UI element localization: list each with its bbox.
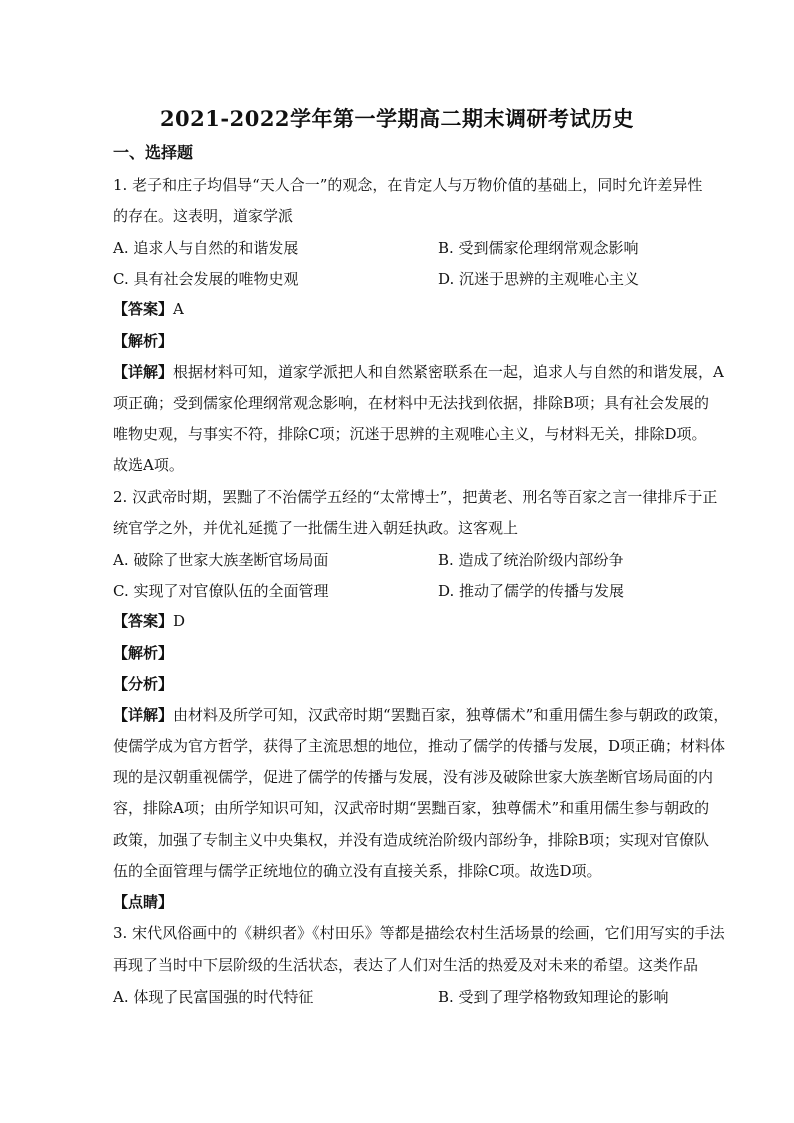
q2-detail-line5: 政策，加强了专制主义中央集权，并没有造成统治阶级内部纷争，排除B项；实现对官僚队: [113, 831, 710, 849]
detail-text: 由材料及所学可知，汉武帝时期“罢黜百家，独尊儒术”和重用儒生参与朝政的政策，: [173, 706, 729, 724]
q1-option-d: D. 沉迷于思辨的主观唯心主义: [438, 270, 640, 288]
q2-dianjing-tag: 【点睛】: [113, 893, 174, 911]
q2-option-a: A. 破除了世家大族垄断官场局面: [113, 551, 329, 569]
q2-stem-line2: 统官学之外，并优礼延揽了一批儒生进入朝廷执政。这客观上: [113, 519, 519, 537]
answer-value: D: [173, 612, 186, 630]
section-heading: 一、选择题: [113, 143, 194, 162]
q3-stem-line2: 再现了当时中下层阶级的生活状态，表达了人们对生活的热爱及对未来的希望。这类作品: [113, 956, 699, 974]
q2-detail-line2: 使儒学成为官方哲学，获得了主流思想的地位，推动了儒学的传播与发展，D项正确；材料体: [113, 737, 726, 755]
answer-tag: 【答案】: [113, 612, 174, 630]
q1-stem-line2: 的存在。这表明，道家学派: [113, 207, 294, 225]
detail-tag: 【详解】: [113, 706, 174, 724]
q3-option-a: A. 体现了民富国强的时代特征: [113, 988, 314, 1006]
q1-option-c: C. 具有社会发展的唯物史观: [113, 270, 299, 288]
answer-value: A: [173, 300, 184, 318]
q1-detail-line1: [113, 362, 724, 382]
detail-text: 根据材料可知，道家学派把人和自然紧密联系在一起，追求人与自然的和谐发展，A: [173, 363, 724, 381]
q3-option-b: B. 受到了理学格物致知理论的影响: [438, 988, 669, 1006]
q1-detail-line3: 唯物史观，与事实不符，排除C项；沉迷于思辨的主观唯心主义，与材料无关，排除D项。: [113, 425, 707, 443]
q2-answer: [113, 611, 185, 631]
q1-option-b: B. 受到儒家伦理纲常观念影响: [438, 239, 639, 257]
q2-option-b: B. 造成了统治阶级内部纷争: [438, 551, 624, 569]
q2-option-d: D. 推动了儒学的传播与发展: [438, 582, 625, 600]
q2-option-c: C. 实现了对官僚队伍的全面管理: [113, 582, 329, 600]
q2-stem-line1: 2. 汉武帝时期，罢黜了不治儒学五经的“太常博士”，把黄老、刑名等百家之言一律排斥于正: [113, 488, 718, 506]
page-title: 2021-2022学年第一学期高二期末调研考试历史: [159, 106, 635, 131]
q2-detail-line4: 容，排除A项；由所学知识可知，汉武帝时期“罢黜百家，独尊儒术”和重用儒生参与朝政的: [113, 799, 710, 817]
q2-detail-line1: [113, 705, 729, 725]
q2-detail-line3: 现的是汉朝重视儒学，促进了儒学的传播与发展，没有涉及破除世家大族垄断官场局面的内: [113, 768, 714, 786]
answer-tag: 【答案】: [113, 300, 174, 318]
q2-detail-line6: 伍的全面管理与儒学正统地位的确立没有直接关系，排除C项。故选D项。: [113, 862, 602, 880]
q1-answer: [113, 299, 184, 319]
q1-option-a: A. 追求人与自然的和谐发展: [113, 239, 299, 257]
q1-stem-line1: 1. 老子和庄子均倡导“天人合一”的观念，在肯定人与万物价值的基础上，同时允许差异性: [113, 176, 703, 194]
q2-fenxi-tag: 【分析】: [113, 675, 174, 693]
q3-stem-line1: 3. 宋代风俗画中的《耕织者》《村田乐》等都是描绘农村生活场景的绘画，它们用写实的手法: [113, 924, 725, 942]
detail-tag: 【详解】: [113, 363, 174, 381]
q2-analysis-tag: 【解析】: [113, 644, 174, 662]
q1-detail-line2: 项正确；受到儒家伦理纲常观念影响，在材料中无法找到依据，排除B项；具有社会发展的: [113, 394, 710, 412]
q1-analysis-tag: 【解析】: [113, 332, 174, 350]
q1-detail-line4: 故选A项。: [113, 456, 184, 474]
